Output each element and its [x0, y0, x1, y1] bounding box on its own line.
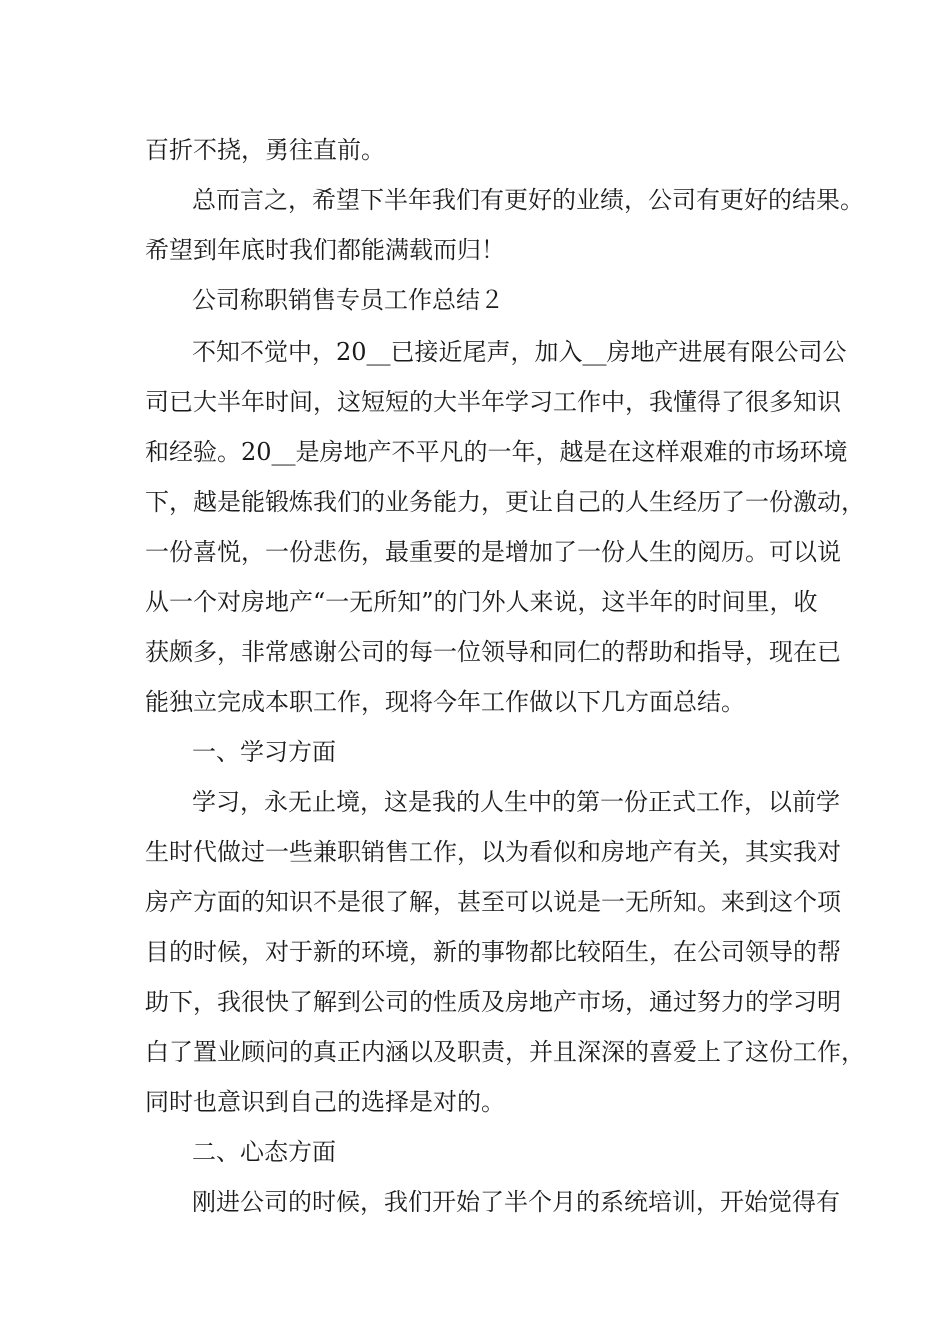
paragraph-first-line: 学习，永无止境，这是我的人生中的第一份正式工作，以前学: [192, 788, 840, 816]
body-text-line: 生时代做过一些兼职销售工作，以为看似和房地产有关，其实我对: [145, 838, 841, 866]
body-text-line: 获颇多，非常感谢公司的每一位领导和同仁的帮助和指导，现在已: [145, 638, 841, 666]
section-heading: 一、学习方面: [192, 738, 336, 766]
paragraph-first-line: 不知不觉中，20__已接近尾声，加入__房地产进展有限公司公: [192, 338, 847, 366]
body-text-line: 一份喜悦，一份悲伤，最重要的是增加了一份人生的阅历。可以说: [145, 538, 841, 566]
body-text-line: 目的时候，对于新的环境，新的事物都比较陌生，在公司领导的帮: [145, 938, 841, 966]
body-text-line: 房产方面的知识不是很了解，甚至可以说是一无所知。来到这个项: [145, 888, 841, 916]
body-text-line: 下，越是能锻炼我们的业务能力，更让自己的人生经历了一份激动，: [145, 488, 865, 516]
section-heading: 二、心态方面: [192, 1138, 336, 1166]
body-text-line: 同时也意识到自己的选择是对的。: [145, 1088, 505, 1116]
body-text-line: 助下，我很快了解到公司的性质及房地产市场，通过努力的学习明: [145, 988, 841, 1016]
body-text-line: 能独立完成本职工作，现将今年工作做以下几方面总结。: [145, 688, 745, 716]
body-text-line: 从一个对房地产“一无所知”的门外人来说，这半年的时间里，收: [145, 588, 818, 616]
body-text-line: 希望到年底时我们都能满载而归！: [145, 236, 505, 264]
body-text-line: 和经验。20__是房地产不平凡的一年，越是在这样艰难的市场环境: [145, 438, 848, 466]
body-text-line: 百折不挠，勇往直前。: [145, 136, 385, 164]
section-title: 公司称职销售专员工作总结２: [192, 286, 504, 314]
body-text-line: 白了置业顾问的真正内涵以及职责，并且深深的喜爱上了这份工作，: [145, 1038, 865, 1066]
paragraph-first-line: 总而言之，希望下半年我们有更好的业绩，公司有更好的结果。: [192, 186, 864, 214]
paragraph-first-line: 刚进公司的时候，我们开始了半个月的系统培训，开始觉得有: [192, 1188, 840, 1216]
body-text-line: 司已大半年时间，这短短的大半年学习工作中，我懂得了很多知识: [145, 388, 841, 416]
